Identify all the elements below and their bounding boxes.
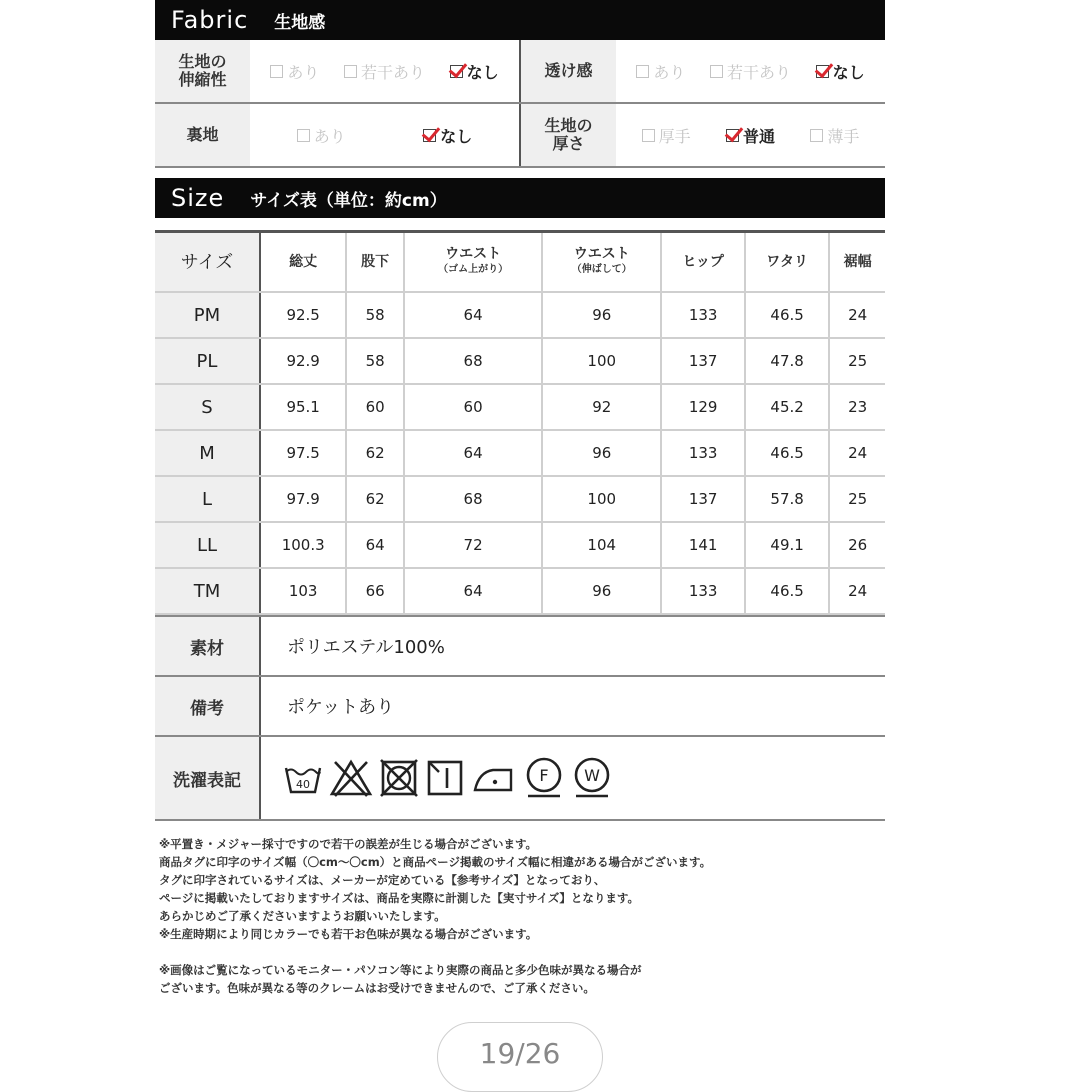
size-value-cell: 45.2 [745,384,829,430]
size-column-header [260,232,346,293]
size-value-cell: 92.9 [260,338,346,384]
remarks-label: 備考 [155,677,261,735]
size-title-en: Size [171,184,225,212]
fabric-row [155,40,885,102]
size-value-cell: 47.8 [745,338,829,384]
iron-low-icon [471,758,517,798]
wet-clean-letter: W [584,766,600,785]
fabric-options [250,104,519,166]
size-value-cell: 46.5 [745,292,829,338]
size-value-cell: 95.1 [260,384,346,430]
note-line: ※画像はご覧になっているモニター・パソコン等により実際の商品と多少色味が異なる場合が [159,963,642,977]
fabric-option [810,124,859,147]
size-value-cell: 24 [829,292,885,338]
size-value-cell: 64 [404,292,542,338]
size-value-cell: 68 [404,476,542,522]
size-value-cell: 133 [661,430,745,476]
fabric-attribute [155,40,521,102]
size-value-cell: 60 [404,384,542,430]
size-value-cell: 64 [404,430,542,476]
size-name-cell: TM [155,568,260,614]
size-row [155,522,885,568]
fabric-option-label: 普通 [742,126,775,146]
size-name-cell: M [155,430,260,476]
size-row [155,338,885,384]
checkbox-icon [642,129,655,142]
size-value-cell: 26 [829,522,885,568]
fabric-option-label: なし [466,62,499,82]
size-value-cell: 68 [404,338,542,384]
checkbox-icon [344,65,357,78]
dry-clean-f-icon [523,756,565,800]
size-header [155,178,885,218]
column-header-label: ウエスト [445,246,502,262]
size-value-cell: 24 [829,430,885,476]
column-header-label: 裾幅 [843,253,872,270]
notes-spacer [159,943,885,961]
size-value-cell: 97.5 [260,430,346,476]
size-value-cell: 62 [346,476,404,522]
fabric-option-label: なし [440,126,473,146]
column-header-note: （伸ばして） [571,264,632,275]
size-table [155,230,885,615]
fabric-option [726,124,775,147]
checkbox-icon [636,65,649,78]
no-tumble-dry-icon [379,758,419,798]
note-line: ※生産時期により同じカラーでも若干お色味が異なる場合がございます。 [159,927,538,941]
size-name-cell: S [155,384,260,430]
notes [155,835,885,997]
column-header-label: ウエスト [573,246,630,262]
wash-40-icon [283,758,323,798]
size-value-cell: 100.3 [260,522,346,568]
fabric-options [250,40,519,102]
checkbox-icon [270,65,283,78]
fabric-title-jp: 生地感 [274,12,326,33]
size-value-cell: 96 [542,568,661,614]
fabric-option [710,60,791,83]
checked-checkbox-icon [423,129,436,142]
fabric-attribute [521,104,885,166]
size-value-cell: 49.1 [745,522,829,568]
size-row [155,292,885,338]
column-header-label: 股下 [361,253,390,270]
size-name-cell: PL [155,338,260,384]
size-value-cell: 104 [542,522,661,568]
fabric-option [344,60,425,83]
size-title-jp: サイズ表（単位：約cm） [250,190,447,211]
size-row [155,430,885,476]
note-line: あらかじめご了承くださいますようお願いいたします。 [159,909,446,923]
column-header-note: （ゴム上がり） [438,264,509,275]
size-row [155,476,885,522]
page-indicator[interactable]: 19/26 [437,1022,603,1092]
size-value-cell: 97.9 [260,476,346,522]
size-value-cell: 64 [346,522,404,568]
column-header-label: ワタリ [766,253,809,270]
fabric-option [450,60,499,83]
fabric-attribute [521,40,885,102]
size-value-cell: 58 [346,338,404,384]
size-value-cell: 57.8 [745,476,829,522]
size-name-cell: PM [155,292,260,338]
fabric-attribute-label: 生地の 厚さ [521,104,616,166]
care-row [155,737,885,821]
size-column-header [404,232,542,293]
fabric-option-label: 薄手 [827,126,860,146]
checked-checkbox-icon [450,65,463,78]
fabric-option-label: あり [287,62,320,82]
size-value-cell: 133 [661,292,745,338]
remarks-value: ポケットあり [287,697,395,718]
note-line: ※平置き・メジャー採寸ですので若干の誤差が生じる場合がございます。 [159,837,538,851]
material-value: ポリエステル100% [287,637,445,658]
size-name-cell: L [155,476,260,522]
note-line: ございます。色味が異なる等のクレームはお受けできませんので、ご了承ください。 [159,981,595,995]
size-column-header [661,232,745,293]
size-value-cell: 66 [346,568,404,614]
fabric-table [155,40,885,168]
size-value-cell: 133 [661,568,745,614]
fabric-option [636,60,685,83]
size-value-cell: 46.5 [745,568,829,614]
size-value-cell: 60 [346,384,404,430]
checked-checkbox-icon [816,65,829,78]
note-line: タグに印字されているサイズは、メーカーが定めている【参考サイズ】となっており、 [159,873,606,887]
size-value-cell: 24 [829,568,885,614]
size-value-cell: 64 [404,568,542,614]
checkbox-icon [810,129,823,142]
size-value-cell: 25 [829,476,885,522]
fabric-option [423,124,472,147]
fabric-option [816,60,865,83]
fabric-option-label: 若干あり [360,62,425,82]
size-value-cell: 137 [661,476,745,522]
fabric-title-en: Fabric [171,6,249,34]
line-dry-shade-icon [425,758,465,798]
size-row [155,384,885,430]
size-value-cell: 92.5 [260,292,346,338]
product-spec-sheet [155,0,885,997]
remarks-row [155,677,885,737]
fabric-options [616,40,885,102]
fabric-attribute-label: 透け感 [521,40,616,102]
size-value-cell: 96 [542,292,661,338]
fabric-options [616,104,885,166]
checkbox-icon [710,65,723,78]
fabric-option-label: なし [832,62,865,82]
column-header-label: サイズ [180,251,234,273]
size-row [155,568,885,614]
size-value-cell: 23 [829,384,885,430]
column-header-label: 総丈 [289,253,318,270]
wet-clean-w-icon [571,756,613,800]
material-row [155,617,885,677]
fabric-option [270,60,319,83]
size-table-header-row [155,232,885,293]
fabric-attribute [155,104,521,166]
care-icons [261,737,613,819]
size-value-cell: 72 [404,522,542,568]
no-bleach-icon [329,758,373,798]
column-header-label: ヒップ [682,253,724,270]
fabric-option-label: 若干あり [726,62,791,82]
fabric-header [155,0,885,40]
fabric-option [297,124,346,147]
size-value-cell: 92 [542,384,661,430]
size-value-cell: 141 [661,522,745,568]
product-info [155,615,885,821]
size-value-cell: 62 [346,430,404,476]
checkbox-icon [297,129,310,142]
fabric-option-label: 厚手 [658,126,691,146]
fabric-row [155,102,885,166]
size-value-cell: 96 [542,430,661,476]
care-label: 洗濯表記 [155,737,261,819]
fabric-option-label: あり [653,62,686,82]
size-value-cell: 103 [260,568,346,614]
note-line: 商品タグに印字のサイズ幅（〇cm〜〇cm）と商品ページ掲載のサイズ幅に相違がある場合がございます。 [159,855,712,869]
size-value-cell: 58 [346,292,404,338]
size-value-cell: 137 [661,338,745,384]
size-name-cell: LL [155,522,260,568]
fabric-option-label: あり [313,126,346,146]
size-column-header [542,232,661,293]
size-column-header [829,232,885,293]
size-value-cell: 100 [542,338,661,384]
size-value-cell: 129 [661,384,745,430]
size-column-header [745,232,829,293]
checked-checkbox-icon [726,129,739,142]
size-value-cell: 46.5 [745,430,829,476]
fabric-attribute-label: 生地の 伸縮性 [155,40,250,102]
size-value-cell: 100 [542,476,661,522]
fabric-attribute-label: 裏地 [155,104,250,166]
wash-temp-label: 40 [296,778,310,791]
size-column-header [346,232,404,293]
note-line: ページに掲載いたしておりますサイズは、商品を実際に計測した【実寸サイズ】となります。 [159,891,640,905]
fabric-option [642,124,691,147]
material-label: 素材 [155,617,261,675]
size-column-header [155,232,260,293]
size-value-cell: 25 [829,338,885,384]
dry-clean-letter: F [539,766,549,785]
